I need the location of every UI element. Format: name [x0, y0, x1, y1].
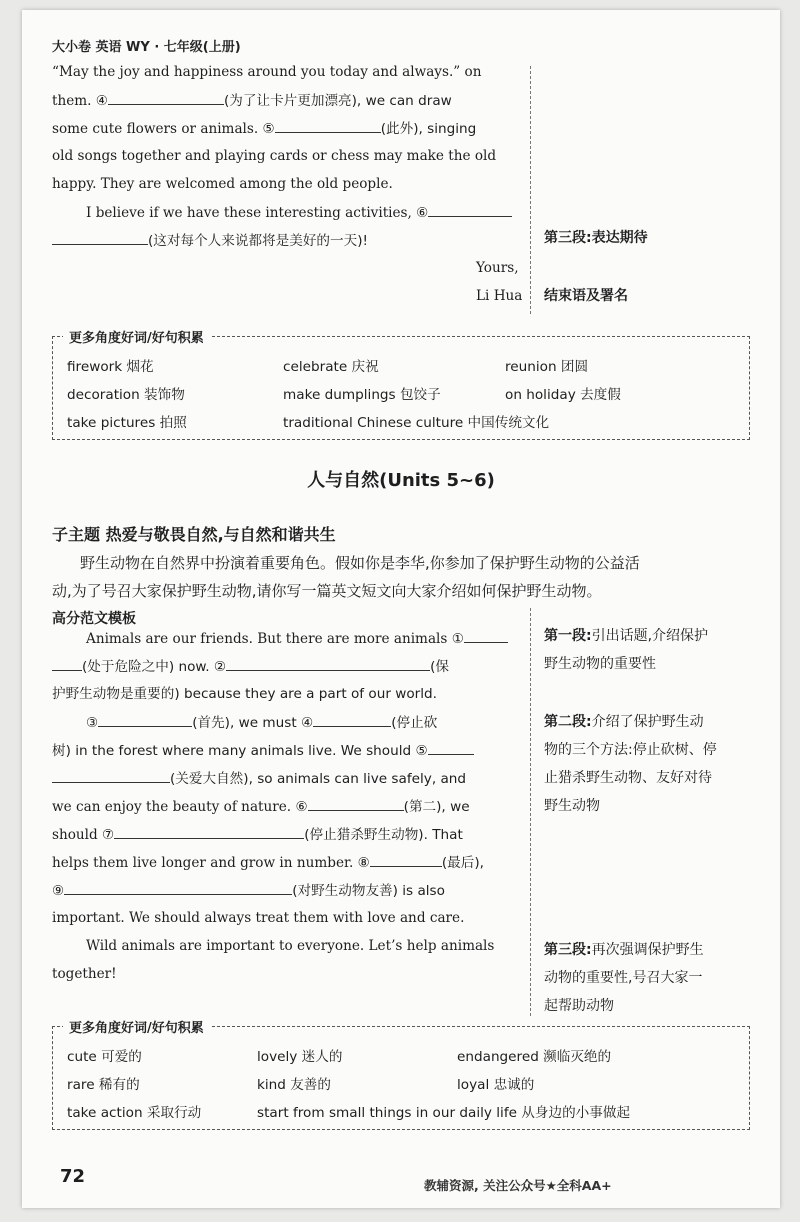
- prompt-line: 野生动物在自然界中扮演着重要角色。假如你是李华,你参加了保护野生动物的公益活: [80, 554, 640, 572]
- page: [22, 10, 780, 1208]
- essay-line: ③ (首先), we must ④ (停止砍: [86, 712, 437, 733]
- vocab-box-1: [52, 331, 750, 440]
- answer-blank-6[interactable]: [308, 796, 404, 811]
- answer-blank-6-cont[interactable]: [52, 230, 148, 245]
- vocab-item: rare 稀有的: [67, 1077, 140, 1093]
- section-title: 人与自然(Units 5~6): [307, 470, 495, 491]
- essay-line: 护野生动物是重要的) because they are a part of our world.: [52, 686, 437, 702]
- vocab-item: reunion 团圆: [505, 359, 589, 375]
- essay-line: should ⑦ (停止猎杀野生动物). That: [52, 824, 463, 845]
- answer-blank-8[interactable]: [370, 852, 442, 867]
- essay-line: we can enjoy the beauty of nature. ⑥ (第二), we: [52, 796, 470, 817]
- letter-line: happy. They are welcomed among the old people.: [52, 176, 393, 192]
- letter-line: some cute flowers or animals. ⑤ (此外), singing: [52, 118, 476, 139]
- page-number: 72: [60, 1166, 86, 1187]
- vocab-item: loyal 忠诚的: [457, 1077, 535, 1093]
- essay-line: together!: [52, 966, 117, 982]
- vocab-box-title: 更多角度好词/好句积累: [63, 1017, 210, 1036]
- note-paragraph-3: 第三段:表达期待: [544, 230, 648, 246]
- subtheme-title: 子主题 热爱与敬畏自然,与自然和谐共生: [52, 525, 336, 544]
- book-header: 大小卷 英语 WY · 七年级(上册): [52, 40, 241, 55]
- answer-blank-3[interactable]: [98, 712, 192, 727]
- vocab-item: traditional Chinese culture 中国传统文化: [283, 415, 550, 431]
- answer-blank-5[interactable]: [428, 740, 474, 755]
- vocab-item: decoration 装饰物: [67, 387, 185, 403]
- vocab-item: make dumplings 包饺子: [283, 387, 441, 403]
- divider-line: [530, 66, 531, 314]
- vocab-item: start from small things in our daily life 从身边的小事做起: [257, 1105, 631, 1121]
- answer-blank-2[interactable]: [226, 656, 430, 671]
- vocab-item: take pictures 拍照: [67, 415, 187, 431]
- letter-closing: Yours,: [476, 260, 519, 276]
- note-paragraph-1: 第一段:引出话题,介绍保护 野生动物的重要性: [544, 628, 709, 672]
- essay-line: Animals are our friends. But there are more animals ①: [86, 628, 508, 649]
- answer-blank-7[interactable]: [114, 824, 304, 839]
- essay-line: Wild animals are important to everyone. Let’s help animals: [86, 938, 495, 954]
- essay-line: 树) in the forest where many animals live. We should ⑤: [52, 740, 474, 761]
- vocab-item: endangered 濒临灭绝的: [457, 1049, 612, 1065]
- answer-blank-6[interactable]: [428, 202, 512, 217]
- letter-line: old songs together and playing cards or chess may make the old: [52, 148, 497, 164]
- answer-blank-1-cont[interactable]: [52, 656, 82, 671]
- vocab-box-title: 更多角度好词/好句积累: [63, 327, 210, 346]
- essay-line: important. We should always treat them with love and care.: [52, 910, 465, 926]
- prompt-line: 动,为了号召大家保护野生动物,请你写一篇英文短文向大家介绍如何保护野生动物。: [52, 582, 602, 600]
- essay-line: (关爱大自然), so animals can live safely, and: [52, 768, 466, 789]
- letter-line: (这对每个人来说都将是美好的一天)!: [52, 230, 368, 251]
- essay-line: helps them live longer and grow in number. ⑧ (最后),: [52, 852, 484, 873]
- letter-line: them. ④ (为了让卡片更加漂亮), we can draw: [52, 90, 452, 111]
- answer-blank-9[interactable]: [64, 880, 292, 895]
- essay-line: (处于危险之中) now. ② (保: [52, 656, 449, 677]
- template-label: 高分范文模板: [52, 611, 136, 627]
- letter-line: “May the joy and happiness around you today and always.” on: [52, 64, 482, 80]
- vocab-item: firework 烟花: [67, 359, 154, 375]
- letter-line: I believe if we have these interesting activities, ⑥: [86, 202, 512, 223]
- essay-line: ⑨ (对野生动物友善) is also: [52, 880, 445, 901]
- answer-blank-4[interactable]: [313, 712, 391, 727]
- answer-blank-5-cont[interactable]: [52, 768, 170, 783]
- answer-blank-1[interactable]: [464, 628, 508, 643]
- footer-note: 教辅资源, 关注公众号★全科AA+: [424, 1178, 612, 1193]
- answer-blank-5[interactable]: [275, 118, 381, 133]
- vocab-item: take action 采取行动: [67, 1105, 202, 1121]
- note-paragraph-2: 第二段:介绍了保护野生动 物的三个方法:停止砍树、停 止猎杀野生动物、友好对待 野生动物: [544, 714, 717, 814]
- vocab-item: cute 可爱的: [67, 1049, 142, 1065]
- note-closing: 结束语及署名: [544, 288, 628, 304]
- vocab-item: on holiday 去度假: [505, 387, 621, 403]
- vocab-item: lovely 迷人的: [257, 1049, 343, 1065]
- vocab-box-2: [52, 1021, 750, 1130]
- vocab-item: kind 友善的: [257, 1077, 331, 1093]
- divider-line: [530, 608, 531, 1016]
- answer-blank-4[interactable]: [108, 90, 224, 105]
- letter-signature: Li Hua: [476, 288, 523, 304]
- note-paragraph-3b: 第三段:再次强调保护野生 动物的重要性,号召大家一 起帮助动物: [544, 942, 704, 1014]
- vocab-item: celebrate 庆祝: [283, 359, 379, 375]
